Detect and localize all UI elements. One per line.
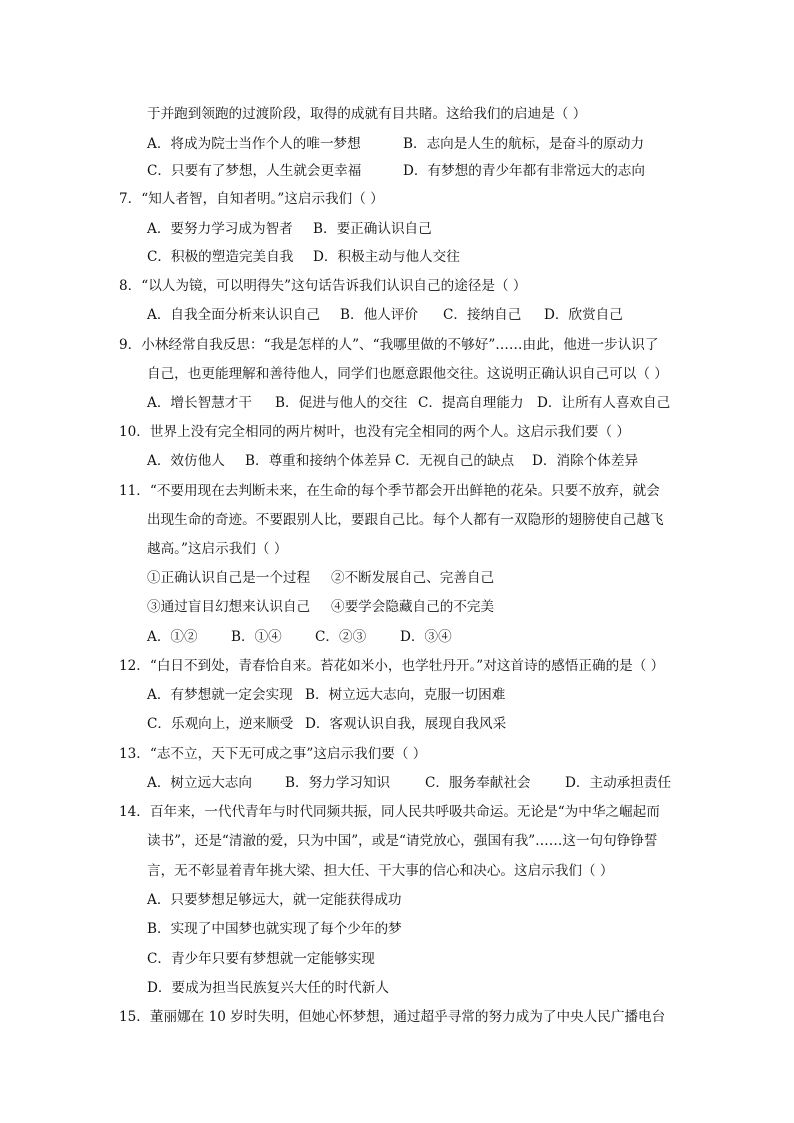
- q10-option-b: B．尊重和接纳个体差异: [245, 453, 391, 469]
- q12-option-c: C．乐观向上，逆来顺受: [147, 716, 294, 732]
- q10-option-d: D．消除个体差异: [532, 453, 639, 469]
- q11-statement-3: ③通过盲目幻想来认识自己: [147, 599, 311, 615]
- q13-option-b: B．努力学习知识: [285, 775, 391, 791]
- q11-option-d: D．③④: [400, 629, 452, 645]
- q7-option-d: D．积极主动与他人交往: [313, 249, 460, 265]
- q7-option-a: A．要努力学习成为智者: [147, 221, 293, 237]
- question-12-stem: 12．“白日不到处，青春恰自来。苔花如米小，也学牡丹开。”对这首诗的感悟正确的是（ ）: [119, 658, 665, 674]
- q9-option-c: C．提高自理能力: [418, 395, 524, 411]
- q13-option-a: A．树立远大志向: [147, 775, 252, 791]
- q14-option-a: A．只要梦想足够远大，就一定能获得成功: [147, 892, 402, 908]
- q6-option-a: A．将成为院士当作个人的唯一梦想: [147, 136, 361, 152]
- question-14-stem-line-3: 言，无不彰显着青年挑大梁、担大任、干大事的信心和决心。这启示我们（ ）: [147, 863, 614, 879]
- q11-statement-4: ④要学会隐藏自己的不完美: [331, 599, 495, 615]
- q11-statement-2: ②不断发展自己、完善自己: [331, 570, 495, 586]
- q13-option-c: C．服务奉献社会: [425, 775, 531, 791]
- q8-option-a: A．自我全面分析来认识自己: [147, 307, 320, 323]
- q9-option-a: A．增长智慧才干: [147, 395, 252, 411]
- q11-option-c: C．②③: [315, 629, 367, 645]
- q12-option-d: D．客观认识自我，展现自我风采: [305, 716, 507, 732]
- q13-option-d: D．主动承担责任: [565, 775, 672, 791]
- q14-option-c: C．青少年只要有梦想就一定能够实现: [147, 951, 375, 967]
- question-9-stem-line-1: 9．小林经常自我反思：“我是怎样的人”、“我哪里做的不够好”……由此，他进一步认识了: [119, 337, 659, 353]
- question-13-stem: 13．“志不立，天下无可成之事”这启示我们要（ ）: [119, 746, 427, 762]
- q14-option-b: B．实现了中国梦也就实现了每个少年的梦: [147, 921, 402, 937]
- q9-option-b: B．促进与他人的交往: [275, 395, 408, 411]
- q10-option-a: A．效仿他人: [147, 453, 225, 469]
- question-14-stem-line-2: 读书”，还是“清澈的爱，只为中国”，或是“请党放心，强国有我”……这一句句铮铮誓: [147, 833, 658, 849]
- question-6-stem-tail: 于并跑到领跑的过渡阶段，取得的成就有目共睹。这给我们的启迪是（ ）: [147, 106, 587, 122]
- question-15-stem: 15．董丽娜在 10 岁时失明，但她心怀梦想，通过超乎寻常的努力成为了中央人民广播电台: [119, 1009, 666, 1025]
- question-14-stem-line-1: 14．百年来，一代代青年与时代同频共振，同人民共呼吸共命运。无论是“为中华之崛起而: [119, 804, 660, 820]
- question-11-stem-line-2: 出现生命的奇迹。不要跟别人比，要跟自己比。每个人都有一双隐形的翅膀使自己越飞: [147, 512, 664, 528]
- q7-option-b: B．要正确认识自己: [313, 221, 432, 237]
- question-11-stem-line-3: 越高。”这启示我们（ ）: [147, 541, 288, 557]
- q12-option-a: A．有梦想就一定会实现: [147, 687, 293, 703]
- question-7-stem: 7．“知人者智，自知者明。”这启示我们（ ）: [119, 191, 384, 207]
- q11-statement-1: ①正确认识自己是一个过程: [147, 570, 311, 586]
- q6-option-c: C．只要有了梦想，人生就会更幸福: [147, 163, 362, 179]
- q14-option-d: D．要成为担当民族复兴大任的时代新人: [147, 980, 389, 996]
- question-9-stem-line-2: 自己，也更能理解和善待他人，同学们也愿意跟他交往。这说明正确认识自己可以（ ）: [147, 366, 668, 382]
- q8-option-b: B．他人评价: [340, 307, 418, 323]
- question-11-stem-line-1: 11．“不要用现在去判断未来，在生命的每个季节都会开出鲜艳的花朵。只要不放弃，就会: [119, 483, 660, 499]
- question-10-stem: 10．世界上没有完全相同的两片树叶，也没有完全相同的两个人。这启示我们要（ ）: [119, 424, 630, 440]
- q9-option-d: D．让所有人喜欢自己: [537, 395, 671, 411]
- q11-option-b: B．①④: [231, 629, 282, 645]
- q6-option-b: B．志向是人生的航标，是奋斗的原动力: [403, 136, 645, 152]
- q11-option-a: A．①②: [147, 629, 198, 645]
- question-8-stem: 8．“以人为镜，可以明得失”这句话告诉我们认识自己的途径是（ ）: [119, 278, 527, 294]
- q10-option-c: C．无视自己的缺点: [395, 453, 515, 469]
- q8-option-d: D．欣赏自己: [544, 307, 623, 323]
- q6-option-d: D．有梦想的青少年都有非常远大的志向: [403, 163, 645, 179]
- q12-option-b: B．树立远大志向，克服一切困难: [305, 687, 506, 703]
- q7-option-c: C．积极的塑造完美自我: [147, 249, 294, 265]
- q8-option-c: C．接纳自己: [443, 307, 522, 323]
